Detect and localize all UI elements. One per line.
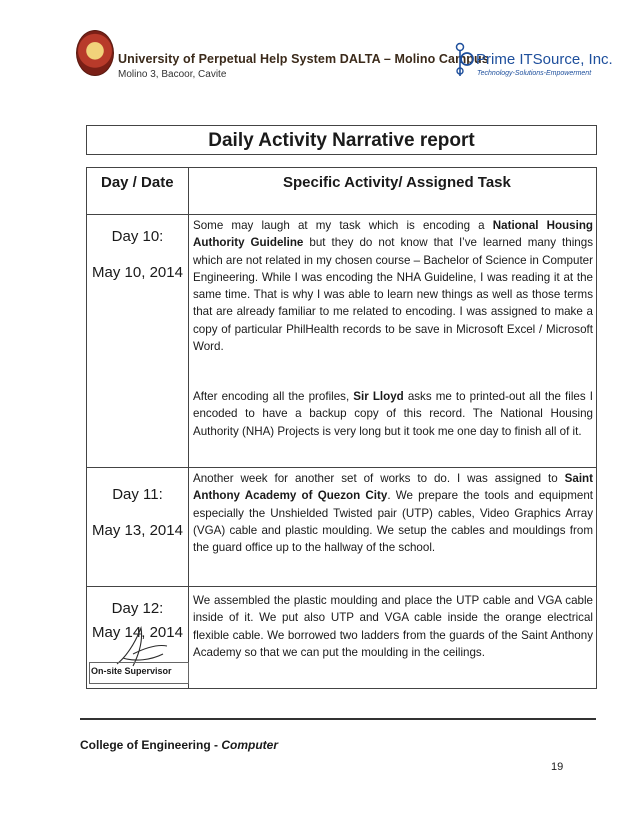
day-label: Day 11: xyxy=(112,486,163,503)
activity-paragraph: We assembled the plastic moulding and place the UTP cable and VGA cable inside of it. We put also UTP and VGA cable inside the orange electrical flexible cable. We borrowed two ladders from the guards of the Saint Anthony Academy so that we can put the moulding in the ceilings. xyxy=(193,594,593,659)
activity-table xyxy=(86,167,597,689)
column-divider xyxy=(188,168,189,688)
prime-itsource-logo-icon xyxy=(452,42,478,78)
day-label: Day 12: xyxy=(111,600,164,617)
day-label: Day 10: xyxy=(111,228,164,245)
university-name: University of Perpetual Help System DALTA – Molino Campus xyxy=(118,52,489,66)
header-divider xyxy=(87,214,596,215)
column-header-task: Specific Activity/ Assigned Task xyxy=(283,174,511,191)
report-title: Daily Activity Narrative report xyxy=(208,130,475,151)
activity-paragraph: Some may laugh at my task which is encoding a National Housing Authority Guideline but they do not know that I’ve learned many things which are not related in my chosen course – Bachelor of Science in Computer Engineering. While I was encoding the NHA Guideline, I was reading it at the same time. That is why I was able to learn new things as well as those terms that are already familiar to me related to encoding. I was assigned to make a copy of particular PhilHealth records to be save in Microsoft Excel / Microsoft Word. xyxy=(193,219,593,354)
partner-name: Prime ITSource, Inc. xyxy=(476,51,613,68)
page-header xyxy=(0,0,638,100)
footer-divider xyxy=(80,718,596,720)
university-seal-icon xyxy=(76,30,114,76)
activity-paragraph: After encoding all the profiles, Sir Lloyd asks me to printed-out all the files I encoded to have a backup copy of this record. The National Housing Authority (NHA) Projects is very long but it took me one day to finish all of it. xyxy=(193,390,593,438)
row-divider xyxy=(87,586,596,587)
partner-tagline: Technology-Solutions-Empowerment xyxy=(477,70,592,77)
row-divider xyxy=(87,467,596,468)
date-label: May 13, 2014 xyxy=(92,522,183,539)
daily-activity-report xyxy=(86,125,597,690)
signature-label: On-site Supervisor xyxy=(91,666,172,676)
column-header-day: Day / Date xyxy=(101,174,174,191)
activity-paragraph: Another week for another set of works to do. I was assigned to Saint Anthony Academy of Quezon City. We prepare the tools and equipment especially the Unshielded Twisted pair (UTP) cables, Video Graphics Array (VGA) cable and plastic moulding. We setup the cables and mouldings from the guard office up to the hallway of the school. xyxy=(193,472,593,555)
date-label: May 14, 2014 xyxy=(92,624,183,641)
report-title-box xyxy=(86,125,597,155)
footer-college: College of Engineering - Computer xyxy=(80,738,279,752)
page-number: 19 xyxy=(551,761,564,773)
university-address: Molino 3, Bacoor, Cavite xyxy=(118,69,227,80)
date-label: May 10, 2014 xyxy=(92,264,183,281)
